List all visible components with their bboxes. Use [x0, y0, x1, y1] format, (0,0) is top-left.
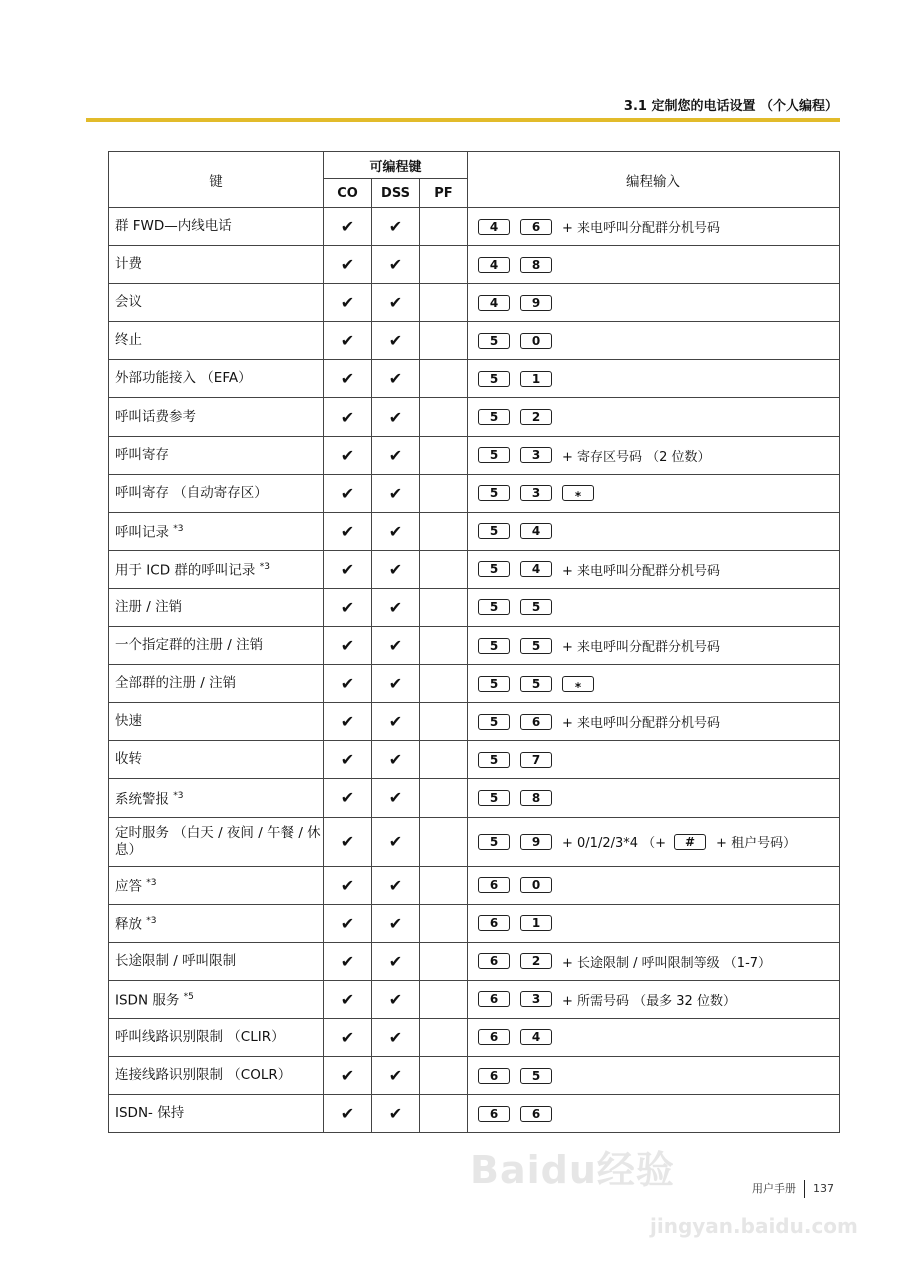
key-name — [109, 942, 324, 980]
table-row — [109, 360, 840, 398]
programming-input — [468, 436, 840, 474]
dss-check: ✔ — [372, 284, 420, 322]
programming-input — [468, 942, 840, 980]
key-name — [109, 1018, 324, 1056]
pf-cell — [420, 208, 468, 246]
key-label: 呼叫记录 — [115, 524, 174, 541]
table-row — [109, 703, 840, 741]
dss-check: ✔ — [372, 665, 420, 703]
keycap-icon: 9 — [520, 834, 552, 850]
pf-cell — [420, 360, 468, 398]
programming-input — [468, 398, 840, 436]
table-row — [109, 322, 840, 360]
pf-cell — [420, 942, 468, 980]
header-rule — [86, 118, 840, 122]
dss-check: ✔ — [372, 980, 420, 1018]
col-input: 编程输入 — [468, 152, 840, 208]
table-row — [109, 942, 840, 980]
keycap-icon: 6 — [520, 714, 552, 730]
co-check: ✔ — [324, 284, 372, 322]
keycap-icon: # — [674, 834, 706, 850]
co-check: ✔ — [324, 703, 372, 741]
keycap-icon: ⁎ — [562, 676, 594, 692]
co-check: ✔ — [324, 866, 372, 904]
pf-cell — [420, 904, 468, 942]
programming-input — [468, 1018, 840, 1056]
table-row — [109, 1056, 840, 1094]
pf-cell — [420, 474, 468, 512]
keycap-icon: 5 — [478, 409, 510, 425]
key-name — [109, 360, 324, 398]
programming-input — [468, 284, 840, 322]
keycap-icon: 6 — [478, 1029, 510, 1045]
footer-divider — [804, 1180, 805, 1198]
keycap-icon: 7 — [520, 752, 552, 768]
co-check: ✔ — [324, 980, 372, 1018]
table-row — [109, 512, 840, 550]
table-row — [109, 436, 840, 474]
pf-cell — [420, 284, 468, 322]
key-label: 收转 — [115, 751, 142, 768]
key-label: 呼叫寄存 （自动寄存区） — [115, 484, 268, 501]
key-name — [109, 1095, 324, 1133]
keycap-icon: 4 — [520, 523, 552, 539]
keycap-icon: 6 — [478, 953, 510, 969]
dss-check: ✔ — [372, 588, 420, 626]
watermark-url: jingyan.baidu.com — [650, 1214, 858, 1238]
programming-input — [468, 703, 840, 741]
keycap-icon: 5 — [478, 523, 510, 539]
keycap-icon: 1 — [520, 915, 552, 931]
dss-check: ✔ — [372, 398, 420, 436]
keycap-icon: 4 — [478, 295, 510, 311]
co-check: ✔ — [324, 627, 372, 665]
key-name — [109, 665, 324, 703]
co-check: ✔ — [324, 322, 372, 360]
key-name — [109, 550, 324, 588]
programming-input — [468, 550, 840, 588]
table-row — [109, 1095, 840, 1133]
programming-input — [468, 588, 840, 626]
keycap-icon: 6 — [478, 1068, 510, 1084]
dss-check: ✔ — [372, 703, 420, 741]
keycap-icon: 2 — [520, 953, 552, 969]
co-check: ✔ — [324, 588, 372, 626]
keycap-icon: 0 — [520, 333, 552, 349]
table-row — [109, 980, 840, 1018]
key-label: 全部群的注册 / 注销 — [115, 675, 237, 692]
key-name — [109, 284, 324, 322]
keycap-icon: 1 — [520, 371, 552, 387]
pf-cell — [420, 1095, 468, 1133]
dss-check: ✔ — [372, 1056, 420, 1094]
co-check: ✔ — [324, 1018, 372, 1056]
col-dss: DSS — [372, 179, 420, 208]
pf-cell — [420, 398, 468, 436]
programming-input — [468, 360, 840, 398]
keycap-icon: 3 — [520, 991, 552, 1007]
programming-input — [468, 1056, 840, 1094]
dss-check: ✔ — [372, 942, 420, 980]
pf-cell — [420, 322, 468, 360]
key-label: 计费 — [115, 256, 142, 273]
co-check: ✔ — [324, 817, 372, 866]
table-row — [109, 246, 840, 284]
pf-cell — [420, 246, 468, 284]
table-row — [109, 866, 840, 904]
keycap-icon: 5 — [478, 485, 510, 501]
keycap-icon: 6 — [478, 915, 510, 931]
col-group: 可编程键 — [324, 152, 468, 179]
programming-input — [468, 665, 840, 703]
programming-input — [468, 904, 840, 942]
footnote-ref: *3 — [259, 562, 270, 573]
dss-check: ✔ — [372, 627, 420, 665]
keycap-icon: 6 — [520, 219, 552, 235]
key-label: 长途限制 / 呼叫限制 — [115, 952, 237, 969]
dss-check: ✔ — [372, 474, 420, 512]
keycap-icon: 8 — [520, 257, 552, 273]
watermark-logo: Baidu经验 — [470, 1148, 675, 1192]
key-name — [109, 866, 324, 904]
key-name — [109, 398, 324, 436]
keycap-icon: 6 — [478, 877, 510, 893]
section-title: 3.1 定制您的电话设置 （个人编程） — [623, 99, 838, 114]
co-check: ✔ — [324, 1056, 372, 1094]
co-check: ✔ — [324, 474, 372, 512]
keycap-icon: ⁎ — [562, 485, 594, 501]
table-row — [109, 1018, 840, 1056]
page-number: 137 — [813, 1182, 834, 1195]
table-row — [109, 627, 840, 665]
key-name — [109, 627, 324, 665]
key-label: 会议 — [115, 294, 142, 311]
table-row — [109, 474, 840, 512]
keycap-icon: 4 — [478, 257, 510, 273]
key-label: ISDN 服务 — [115, 992, 184, 1009]
keycap-icon: 5 — [478, 447, 510, 463]
key-label: 注册 / 注销 — [115, 598, 183, 615]
key-label: 释放 — [115, 916, 147, 933]
key-name — [109, 980, 324, 1018]
pf-cell — [420, 779, 468, 817]
input-text: + 所需号码 （最多 32 位数） — [562, 993, 736, 1009]
footnote-ref: *3 — [173, 524, 184, 535]
table-row — [109, 817, 840, 866]
page-footer — [752, 1180, 834, 1198]
programming-input — [468, 322, 840, 360]
keycap-icon: 5 — [478, 790, 510, 806]
programming-input — [468, 474, 840, 512]
key-name — [109, 703, 324, 741]
key-name — [109, 741, 324, 779]
table-row — [109, 550, 840, 588]
programming-input — [468, 512, 840, 550]
co-check: ✔ — [324, 1095, 372, 1133]
key-label: 呼叫寄存 — [115, 446, 169, 463]
dss-check: ✔ — [372, 904, 420, 942]
key-label: 快速 — [115, 713, 142, 730]
dss-check: ✔ — [372, 322, 420, 360]
footnote-ref: *3 — [146, 877, 157, 888]
programming-input — [468, 208, 840, 246]
keycap-icon: 5 — [520, 676, 552, 692]
keycap-icon: 4 — [520, 561, 552, 577]
keycap-icon: 5 — [478, 561, 510, 577]
dss-check: ✔ — [372, 1095, 420, 1133]
key-name — [109, 817, 324, 866]
keycap-icon: 5 — [520, 599, 552, 615]
pf-cell — [420, 512, 468, 550]
keycap-icon: 6 — [478, 1106, 510, 1122]
key-label: 群 FWD—内线电话 — [115, 218, 232, 235]
pf-cell — [420, 703, 468, 741]
keycap-icon: 0 — [520, 877, 552, 893]
pf-cell — [420, 866, 468, 904]
programming-input — [468, 980, 840, 1018]
dss-check: ✔ — [372, 1018, 420, 1056]
keycap-icon: 6 — [520, 1106, 552, 1122]
dss-check: ✔ — [372, 512, 420, 550]
keycap-icon: 5 — [520, 1068, 552, 1084]
pf-cell — [420, 436, 468, 474]
key-label: 用于 ICD 群的呼叫记录 — [115, 562, 260, 579]
programming-input — [468, 779, 840, 817]
key-name — [109, 904, 324, 942]
input-text: + 来电呼叫分配群分机号码 — [562, 640, 721, 656]
input-text: + 来电呼叫分配群分机号码 — [562, 716, 721, 732]
pf-cell — [420, 741, 468, 779]
pf-cell — [420, 980, 468, 1018]
pf-cell — [420, 817, 468, 866]
col-co: CO — [324, 179, 372, 208]
keycap-icon: 3 — [520, 447, 552, 463]
co-check: ✔ — [324, 550, 372, 588]
dss-check: ✔ — [372, 360, 420, 398]
pf-cell — [420, 665, 468, 703]
programming-input — [468, 817, 840, 866]
dss-check: ✔ — [372, 866, 420, 904]
input-text: + 长途限制 / 呼叫限制等级 （1-7） — [562, 955, 772, 971]
input-text: + 来电呼叫分配群分机号码 — [562, 563, 721, 579]
programmable-keys-table — [108, 151, 840, 1133]
keycap-icon: 5 — [478, 599, 510, 615]
key-name — [109, 208, 324, 246]
keycap-icon: 4 — [520, 1029, 552, 1045]
programming-input — [468, 866, 840, 904]
col-pf: PF — [420, 179, 468, 208]
table-row — [109, 741, 840, 779]
keycap-icon: 3 — [520, 485, 552, 501]
table-row — [109, 284, 840, 322]
key-label: 系统警报 — [115, 791, 174, 808]
key-label: ISDN- 保持 — [115, 1105, 185, 1122]
co-check: ✔ — [324, 360, 372, 398]
dss-check: ✔ — [372, 246, 420, 284]
key-name — [109, 588, 324, 626]
keycap-icon: 5 — [478, 752, 510, 768]
input-text: + 0/1/2/3*4 （+ — [562, 836, 667, 851]
keycap-icon: 8 — [520, 790, 552, 806]
table-row — [109, 904, 840, 942]
key-label: 一个指定群的注册 / 注销 — [115, 637, 264, 654]
table-row — [109, 398, 840, 436]
dss-check: ✔ — [372, 436, 420, 474]
programming-input — [468, 741, 840, 779]
key-label: 定时服务 （白天 / 夜间 / 午餐 / 休息） — [115, 824, 321, 858]
footnote-ref: *3 — [173, 790, 184, 801]
dss-check: ✔ — [372, 550, 420, 588]
programming-input — [468, 627, 840, 665]
keycap-icon: 2 — [520, 409, 552, 425]
co-check: ✔ — [324, 741, 372, 779]
pf-cell — [420, 627, 468, 665]
dss-check: ✔ — [372, 779, 420, 817]
footer-manual: 用户手册 — [752, 1182, 796, 1195]
footnote-ref: *5 — [183, 992, 194, 1003]
co-check: ✔ — [324, 779, 372, 817]
keycap-icon: 6 — [478, 991, 510, 1007]
key-name — [109, 246, 324, 284]
pf-cell — [420, 588, 468, 626]
key-name — [109, 779, 324, 817]
dss-check: ✔ — [372, 741, 420, 779]
pf-cell — [420, 1018, 468, 1056]
co-check: ✔ — [324, 208, 372, 246]
co-check: ✔ — [324, 246, 372, 284]
footnote-ref: *3 — [146, 915, 157, 926]
col-key: 键 — [109, 152, 324, 208]
co-check: ✔ — [324, 665, 372, 703]
programming-input — [468, 246, 840, 284]
keycap-icon: 9 — [520, 295, 552, 311]
table-row — [109, 779, 840, 817]
key-label: 呼叫话费参考 — [115, 408, 196, 425]
key-label: 终止 — [115, 332, 142, 349]
keycap-icon: 5 — [520, 638, 552, 654]
programming-input — [468, 1095, 840, 1133]
key-label: 呼叫线路识别限制 （CLIR） — [115, 1028, 285, 1045]
keycap-icon: 5 — [478, 676, 510, 692]
key-name — [109, 322, 324, 360]
keycap-icon: 5 — [478, 638, 510, 654]
key-name — [109, 474, 324, 512]
co-check: ✔ — [324, 436, 372, 474]
table-row — [109, 588, 840, 626]
key-label: 外部功能接入 （EFA） — [115, 370, 252, 387]
pf-cell — [420, 1056, 468, 1094]
key-label: 连接线路识别限制 （COLR） — [115, 1067, 292, 1084]
key-name — [109, 436, 324, 474]
pf-cell — [420, 550, 468, 588]
co-check: ✔ — [324, 904, 372, 942]
table-row — [109, 208, 840, 246]
co-check: ✔ — [324, 398, 372, 436]
dss-check: ✔ — [372, 208, 420, 246]
input-text: + 寄存区号码 （2 位数） — [562, 449, 711, 465]
table-row — [109, 665, 840, 703]
keycap-icon: 5 — [478, 714, 510, 730]
keycap-icon: 5 — [478, 333, 510, 349]
input-text: + 租户号码） — [716, 836, 797, 851]
keycap-icon: 5 — [478, 834, 510, 850]
keycap-icon: 5 — [478, 371, 510, 387]
co-check: ✔ — [324, 512, 372, 550]
input-text: + 来电呼叫分配群分机号码 — [562, 221, 721, 237]
key-label: 应答 — [115, 878, 147, 895]
key-name — [109, 512, 324, 550]
dss-check: ✔ — [372, 817, 420, 866]
co-check: ✔ — [324, 942, 372, 980]
key-name — [109, 1056, 324, 1094]
keycap-icon: 4 — [478, 219, 510, 235]
